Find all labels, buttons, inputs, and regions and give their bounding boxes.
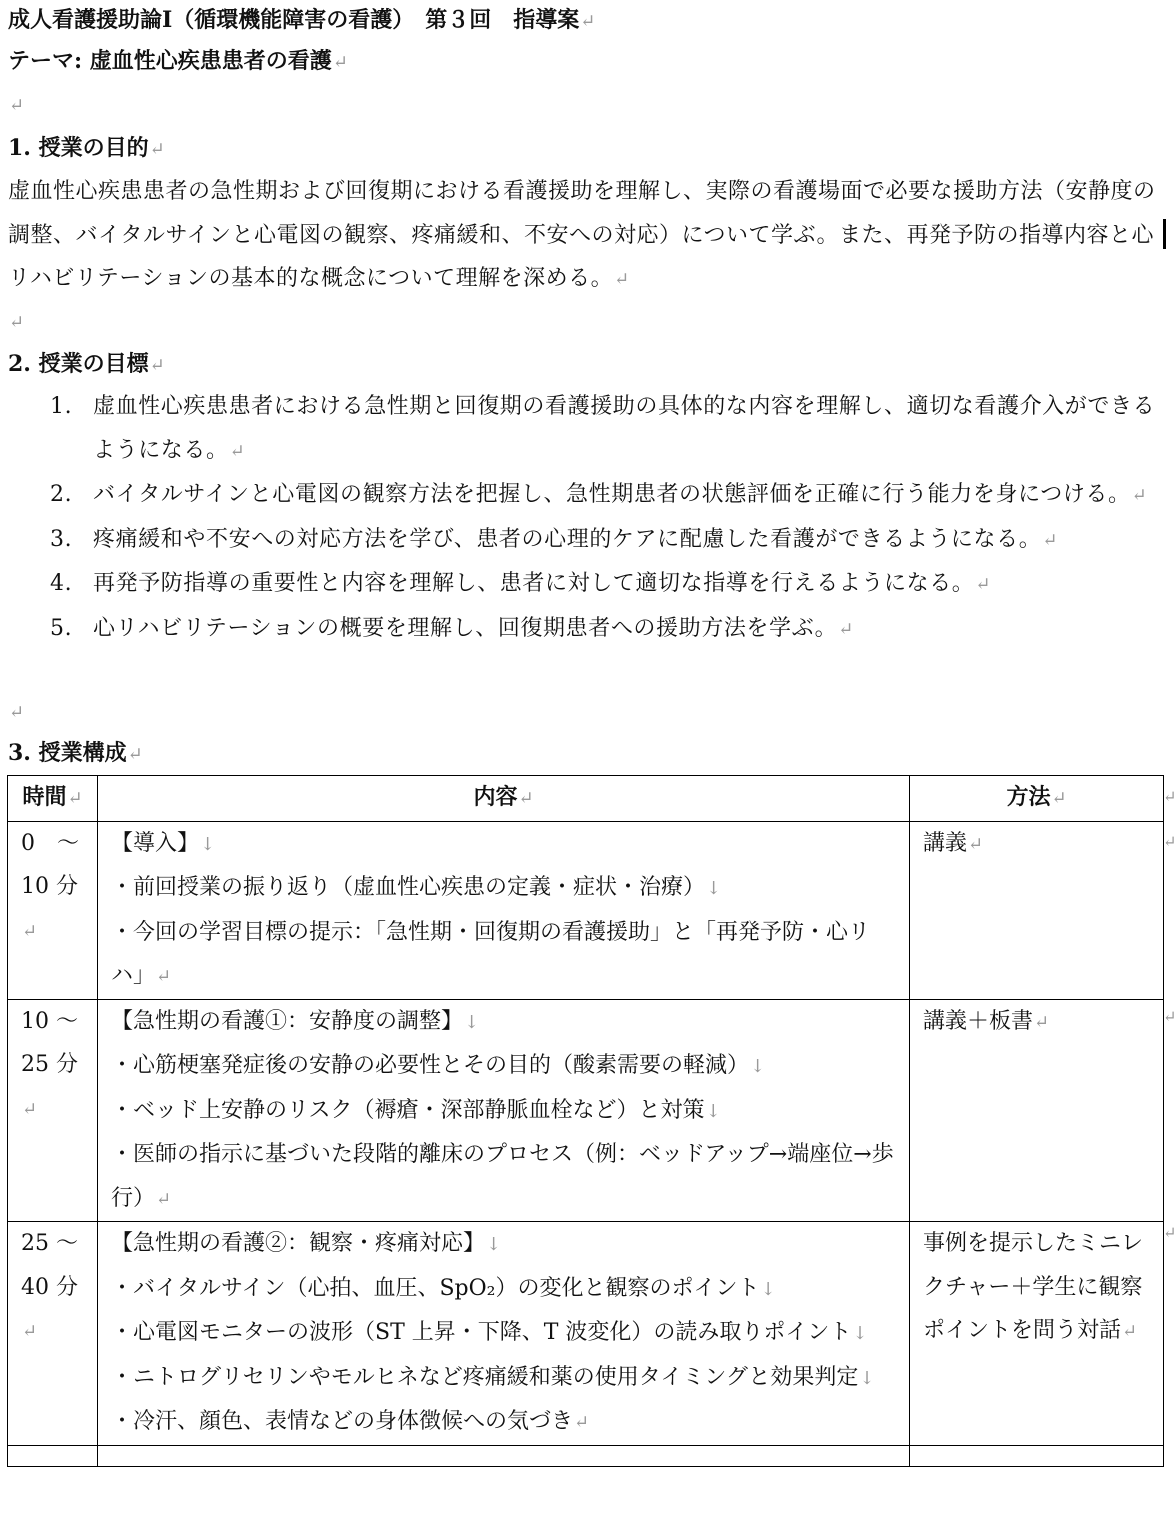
goal-item: 4. 再発予防指導の重要性と内容を理解し、患者に対して適切な指導を行えるようになる。↵ [50, 571, 992, 596]
row-content: 【急性期の看護①：安静度の調整】↓ ・心筋梗塞発症後の安静の必要性とその目的（酸素需要の軽減）↓ ・ベッド上安静のリスク（褥瘡・深部静脈血栓など）と対策↓ ・医師の指示に基づいた段階的離床のプロセス（例：ベッドアップ→端座位→歩行）↵ [98, 999, 910, 1222]
lesson-plan-table [7, 775, 1164, 1467]
row-end-mark: ↵ [1163, 787, 1176, 806]
table-row [8, 1222, 1164, 1446]
goal-item: 1. 虚血性心疾患患者における急性期と回復期の看護援助の具体的な内容を理解し、適切な看護介入ができるようになる。↵ [50, 394, 1156, 463]
table-row [8, 999, 1164, 1222]
row-end-mark: ↵ [1163, 1223, 1176, 1242]
row-method: 事例を提示したミニレクチャー＋学生に観察ポイントを問う対話↵ [910, 1222, 1164, 1446]
goals-list [0, 385, 1170, 651]
section1-heading: 1. 授業の目的↵ [8, 135, 165, 161]
row-end-mark: ↵ [1163, 1007, 1176, 1026]
row-method: 講義＋板書↵ [910, 999, 1164, 1222]
theme-label: テーマ: [8, 48, 83, 74]
goal-item: 5. 心リハビリテーションの概要を理解し、回復期患者への援助方法を学ぶ。↵ [50, 615, 854, 641]
row-method: 講義↵ [910, 821, 1164, 999]
goal-item: 2. バイタルサインと心電図の観察方法を把握し、急性期患者の状態評価を正確に行う能力を身につける。↵ [50, 482, 1148, 507]
section2-heading: 2. 授業の目標↵ [8, 351, 165, 377]
header-time: 時間↵ [8, 776, 98, 822]
paragraph-mark: ↵ [332, 52, 348, 73]
goal-item: 3. 疼痛緩和や不安への対応方法を学び、患者の心理的ケアに配慮した看護ができるようになる。↵ [50, 526, 1059, 552]
theme-text: 虚血性心疾患患者の看護 [89, 48, 332, 74]
row-time: 0 ～ 10 分↵ [8, 821, 98, 999]
row-end-mark: ↵ [1163, 832, 1176, 851]
empty-line: ↵ [9, 95, 25, 116]
table-row [8, 1445, 1164, 1466]
table-row [8, 821, 1164, 999]
paragraph-mark: ↵ [580, 11, 596, 32]
empty-line: ↵ [9, 312, 25, 333]
row-content: 【急性期の看護②：観察・疼痛対応】↓ ・バイタルサイン（心拍、血圧、SpO₂）の変化と観察のポイント↓ ・心電図モニターの波形（ST 上昇・下降、T 波変化）の読み取りポイント↓ ・ニトログリセリンやモルヒネなど疼痛緩和薬の使用タイミングと効果判定↓ ・冷汗、顔色、表情などの身体徴候への気づき↵ [98, 1222, 910, 1446]
row-time: 10 ～ 25 分↵ [8, 999, 98, 1222]
section1-body: 虚血性心疾患患者の急性期および回復期における看護援助を理解し、実際の看護場面で必要な援助方法（安静度の調整、バイタルサインと心電図の観察、疼痛緩和、不安への対応）について学ぶ。また、再発予防の指導内容と心リハビリテーションの基本的な概念について理解を深める。↵ [8, 179, 1156, 291]
row-content: 【導入】↓ ・前回授業の振り返り（虚血性心疾患の定義・症状・治療）↓ ・今回の学習目標の提示：「急性期・回復期の看護援助」と「再発予防・心リハ」↵ [98, 821, 910, 999]
row-time: 25 ～ 40 分↵ [8, 1222, 98, 1446]
document-title: 成人看護援助論Ⅰ（循環機能障害の看護） 第３回 指導案↵ [8, 7, 596, 33]
section3-heading: 3. 授業構成↵ [8, 740, 143, 766]
header-method: 方法↵ [910, 776, 1164, 822]
theme-line [8, 47, 348, 77]
header-content: 内容↵ [98, 776, 910, 822]
empty-line: ↵ [9, 702, 25, 723]
text-cursor [1163, 219, 1166, 249]
table-header-row [8, 776, 1164, 822]
